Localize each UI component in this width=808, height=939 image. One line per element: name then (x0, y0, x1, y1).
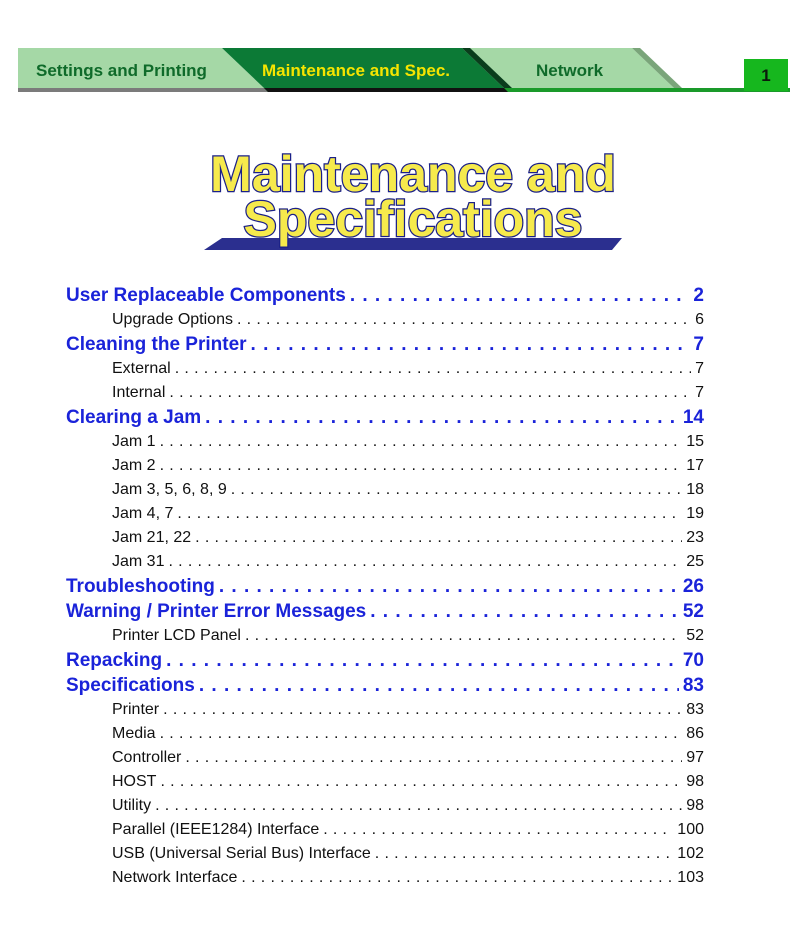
toc-dot-leader (350, 283, 690, 308)
toc-entry-label: External (112, 360, 171, 377)
toc-dot-leader (199, 673, 679, 698)
toc-dot-leader (251, 332, 690, 357)
toc-entry-page: 17 (686, 457, 704, 474)
toc-subsection-link[interactable] (66, 842, 704, 866)
toc-entry-label: User Replaceable Components (66, 285, 346, 306)
toc-entry-page: 23 (686, 529, 704, 546)
toc-entry-page: 86 (686, 725, 704, 742)
toc-subsection-link[interactable] (66, 818, 704, 842)
toc-dot-leader (175, 357, 691, 381)
toc-entry-page: 103 (677, 869, 704, 886)
toc-dot-leader (169, 381, 691, 405)
toc-entry-page: 14 (682, 407, 704, 428)
tab-bar-shapes (0, 0, 808, 100)
page-title-art (0, 140, 808, 260)
page-number: 1 (744, 59, 788, 91)
toc-entry-label: Media (112, 725, 156, 742)
toc-subsection-link[interactable] (66, 722, 704, 746)
toc-dot-leader (185, 746, 682, 770)
title-line-1: Maintenance and (210, 146, 616, 202)
toc-subsection-link[interactable] (66, 454, 704, 478)
toc-dot-leader (177, 502, 682, 526)
toc-entry-label: Jam 21, 22 (112, 529, 192, 546)
toc-entry-page: 102 (677, 845, 704, 862)
toc-dot-leader (160, 722, 683, 746)
toc-entry-page: 15 (686, 433, 704, 450)
table-of-contents (66, 283, 704, 890)
toc-entry-label: Parallel (IEEE1284) Interface (112, 821, 320, 838)
toc-entry-label: Repacking (66, 650, 163, 671)
toc-dot-leader (155, 794, 682, 818)
toc-entry-page: 97 (686, 749, 704, 766)
toc-dot-leader (237, 308, 691, 332)
toc-entry-label: Controller (112, 749, 182, 766)
title-line-2: Specifications (243, 191, 583, 247)
toc-dot-leader (219, 574, 679, 599)
page-title (0, 140, 808, 260)
toc-entry-label: Upgrade Options (112, 311, 233, 328)
toc-subsection-link[interactable] (66, 381, 704, 405)
toc-entry-label: Clearing a Jam (66, 407, 202, 428)
toc-subsection-link[interactable] (66, 770, 704, 794)
toc-dot-leader (160, 430, 683, 454)
toc-entry-page: 70 (682, 650, 704, 671)
toc-section-link[interactable] (66, 283, 704, 308)
toc-dot-leader (375, 842, 674, 866)
toc-dot-leader (166, 648, 679, 673)
toc-entry-label: Jam 4, 7 (112, 505, 174, 522)
toc-subsection-link[interactable] (66, 502, 704, 526)
toc-entry-page: 7 (693, 334, 704, 355)
toc-section-link[interactable] (66, 599, 704, 624)
tab-bar (0, 0, 808, 100)
tab-network[interactable]: Network (536, 61, 604, 80)
toc-dot-leader (195, 526, 682, 550)
toc-entry-page: 2 (693, 285, 704, 306)
toc-entry-page: 98 (686, 773, 704, 790)
toc-subsection-link[interactable] (66, 526, 704, 550)
toc-entry-page: 7 (695, 384, 704, 401)
toc-entry-label: Utility (112, 797, 152, 814)
toc-entry-page: 6 (695, 311, 704, 328)
toc-dot-leader (160, 770, 682, 794)
toc-entry-label: Warning / Printer Error Messages (66, 601, 367, 622)
toc-entry-label: Internal (112, 384, 166, 401)
toc-entry-label: Jam 3, 5, 6, 8, 9 (112, 481, 227, 498)
toc-subsection-link[interactable] (66, 357, 704, 381)
toc-entry-page: 98 (686, 797, 704, 814)
toc-entry-page: 26 (682, 576, 704, 597)
toc-entry-page: 7 (695, 360, 704, 377)
toc-dot-leader (163, 698, 682, 722)
toc-section-link[interactable] (66, 574, 704, 599)
toc-dot-leader (245, 624, 682, 648)
toc-section-link[interactable] (66, 332, 704, 357)
toc-subsection-link[interactable] (66, 866, 704, 890)
toc-entry-label: Jam 1 (112, 433, 156, 450)
toc-entry-page: 52 (686, 627, 704, 644)
toc-subsection-link[interactable] (66, 746, 704, 770)
toc-entry-label: Troubleshooting (66, 576, 215, 597)
toc-subsection-link[interactable] (66, 698, 704, 722)
toc-section-link[interactable] (66, 673, 704, 698)
toc-entry-label: Jam 2 (112, 457, 156, 474)
tab-maintenance-and-spec[interactable]: Maintenance and Spec. (262, 61, 450, 80)
toc-entry-label: HOST (112, 773, 157, 790)
toc-entry-page: 83 (682, 675, 704, 696)
toc-subsection-link[interactable] (66, 478, 704, 502)
toc-entry-label: Jam 31 (112, 553, 165, 570)
toc-dot-leader (205, 405, 679, 430)
toc-entry-label: USB (Universal Serial Bus) Interface (112, 845, 371, 862)
toc-entry-label: Printer (112, 701, 160, 718)
tab-settings-and-printing[interactable]: Settings and Printing (36, 61, 207, 80)
toc-entry-label: Printer LCD Panel (112, 627, 241, 644)
toc-dot-leader (370, 599, 679, 624)
toc-entry-page: 83 (686, 701, 704, 718)
toc-subsection-link[interactable] (66, 308, 704, 332)
toc-dot-leader (241, 866, 673, 890)
toc-subsection-link[interactable] (66, 550, 704, 574)
toc-section-link[interactable] (66, 405, 704, 430)
toc-entry-page: 100 (677, 821, 704, 838)
toc-entry-label: Network Interface (112, 869, 238, 886)
toc-dot-leader (168, 550, 682, 574)
toc-dot-leader (160, 454, 683, 478)
toc-entry-page: 18 (686, 481, 704, 498)
toc-subsection-link[interactable] (66, 624, 704, 648)
toc-entry-page: 19 (686, 505, 704, 522)
toc-dot-leader (231, 478, 682, 502)
toc-subsection-link[interactable] (66, 794, 704, 818)
toc-entry-page: 25 (686, 553, 704, 570)
toc-entry-label: Cleaning the Printer (66, 334, 247, 355)
toc-entry-label: Specifications (66, 675, 195, 696)
toc-dot-leader (323, 818, 673, 842)
toc-section-link[interactable] (66, 648, 704, 673)
toc-subsection-link[interactable] (66, 430, 704, 454)
toc-entry-page: 52 (682, 601, 704, 622)
